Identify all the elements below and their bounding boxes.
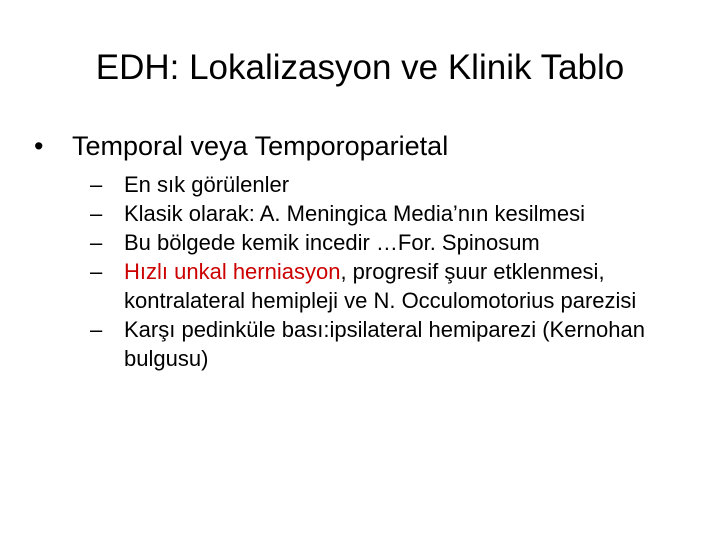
sub-bullet-text: En sık görülenler [124, 172, 290, 197]
sub-bullet-list [34, 170, 694, 373]
dash-marker: – [90, 201, 103, 226]
slide-content [34, 128, 694, 373]
sub-bullet-text: Karşı pedinküle bası:ipsilateral hemiparezi (Kernohan bulgusu) [124, 317, 645, 371]
main-bullet [34, 128, 694, 164]
slide-title: EDH: Lokalizasyon ve Klinik Tablo [95, 48, 625, 87]
sub-bullet-kernohan [90, 315, 694, 373]
sub-bullet-text: Klasik olarak: A. Meningica Media’nın kesilmesi [124, 201, 585, 226]
dash-marker: – [90, 259, 103, 284]
dash-marker: – [90, 317, 103, 342]
sub-bullet-most-common [90, 170, 694, 199]
bullet-marker: • [34, 131, 44, 161]
dash-marker: – [90, 172, 103, 197]
sub-bullet-thin-bone [90, 228, 694, 257]
main-bullet-text: Temporal veya Temporoparietal [72, 131, 449, 161]
sub-bullet-text: Bu bölgede kemik incedir …For. Spinosum [124, 230, 540, 255]
highlight-text: Hızlı unkal herniasyon [124, 259, 341, 284]
sub-bullet-text: , progresif şuur etklenmesi, kontralateral hemipleji ve N. Occulomotorius parezisi [124, 259, 637, 313]
dash-marker: – [90, 230, 103, 255]
sub-bullet-classic-cause [90, 199, 694, 228]
sub-bullet-herniation [90, 257, 694, 315]
